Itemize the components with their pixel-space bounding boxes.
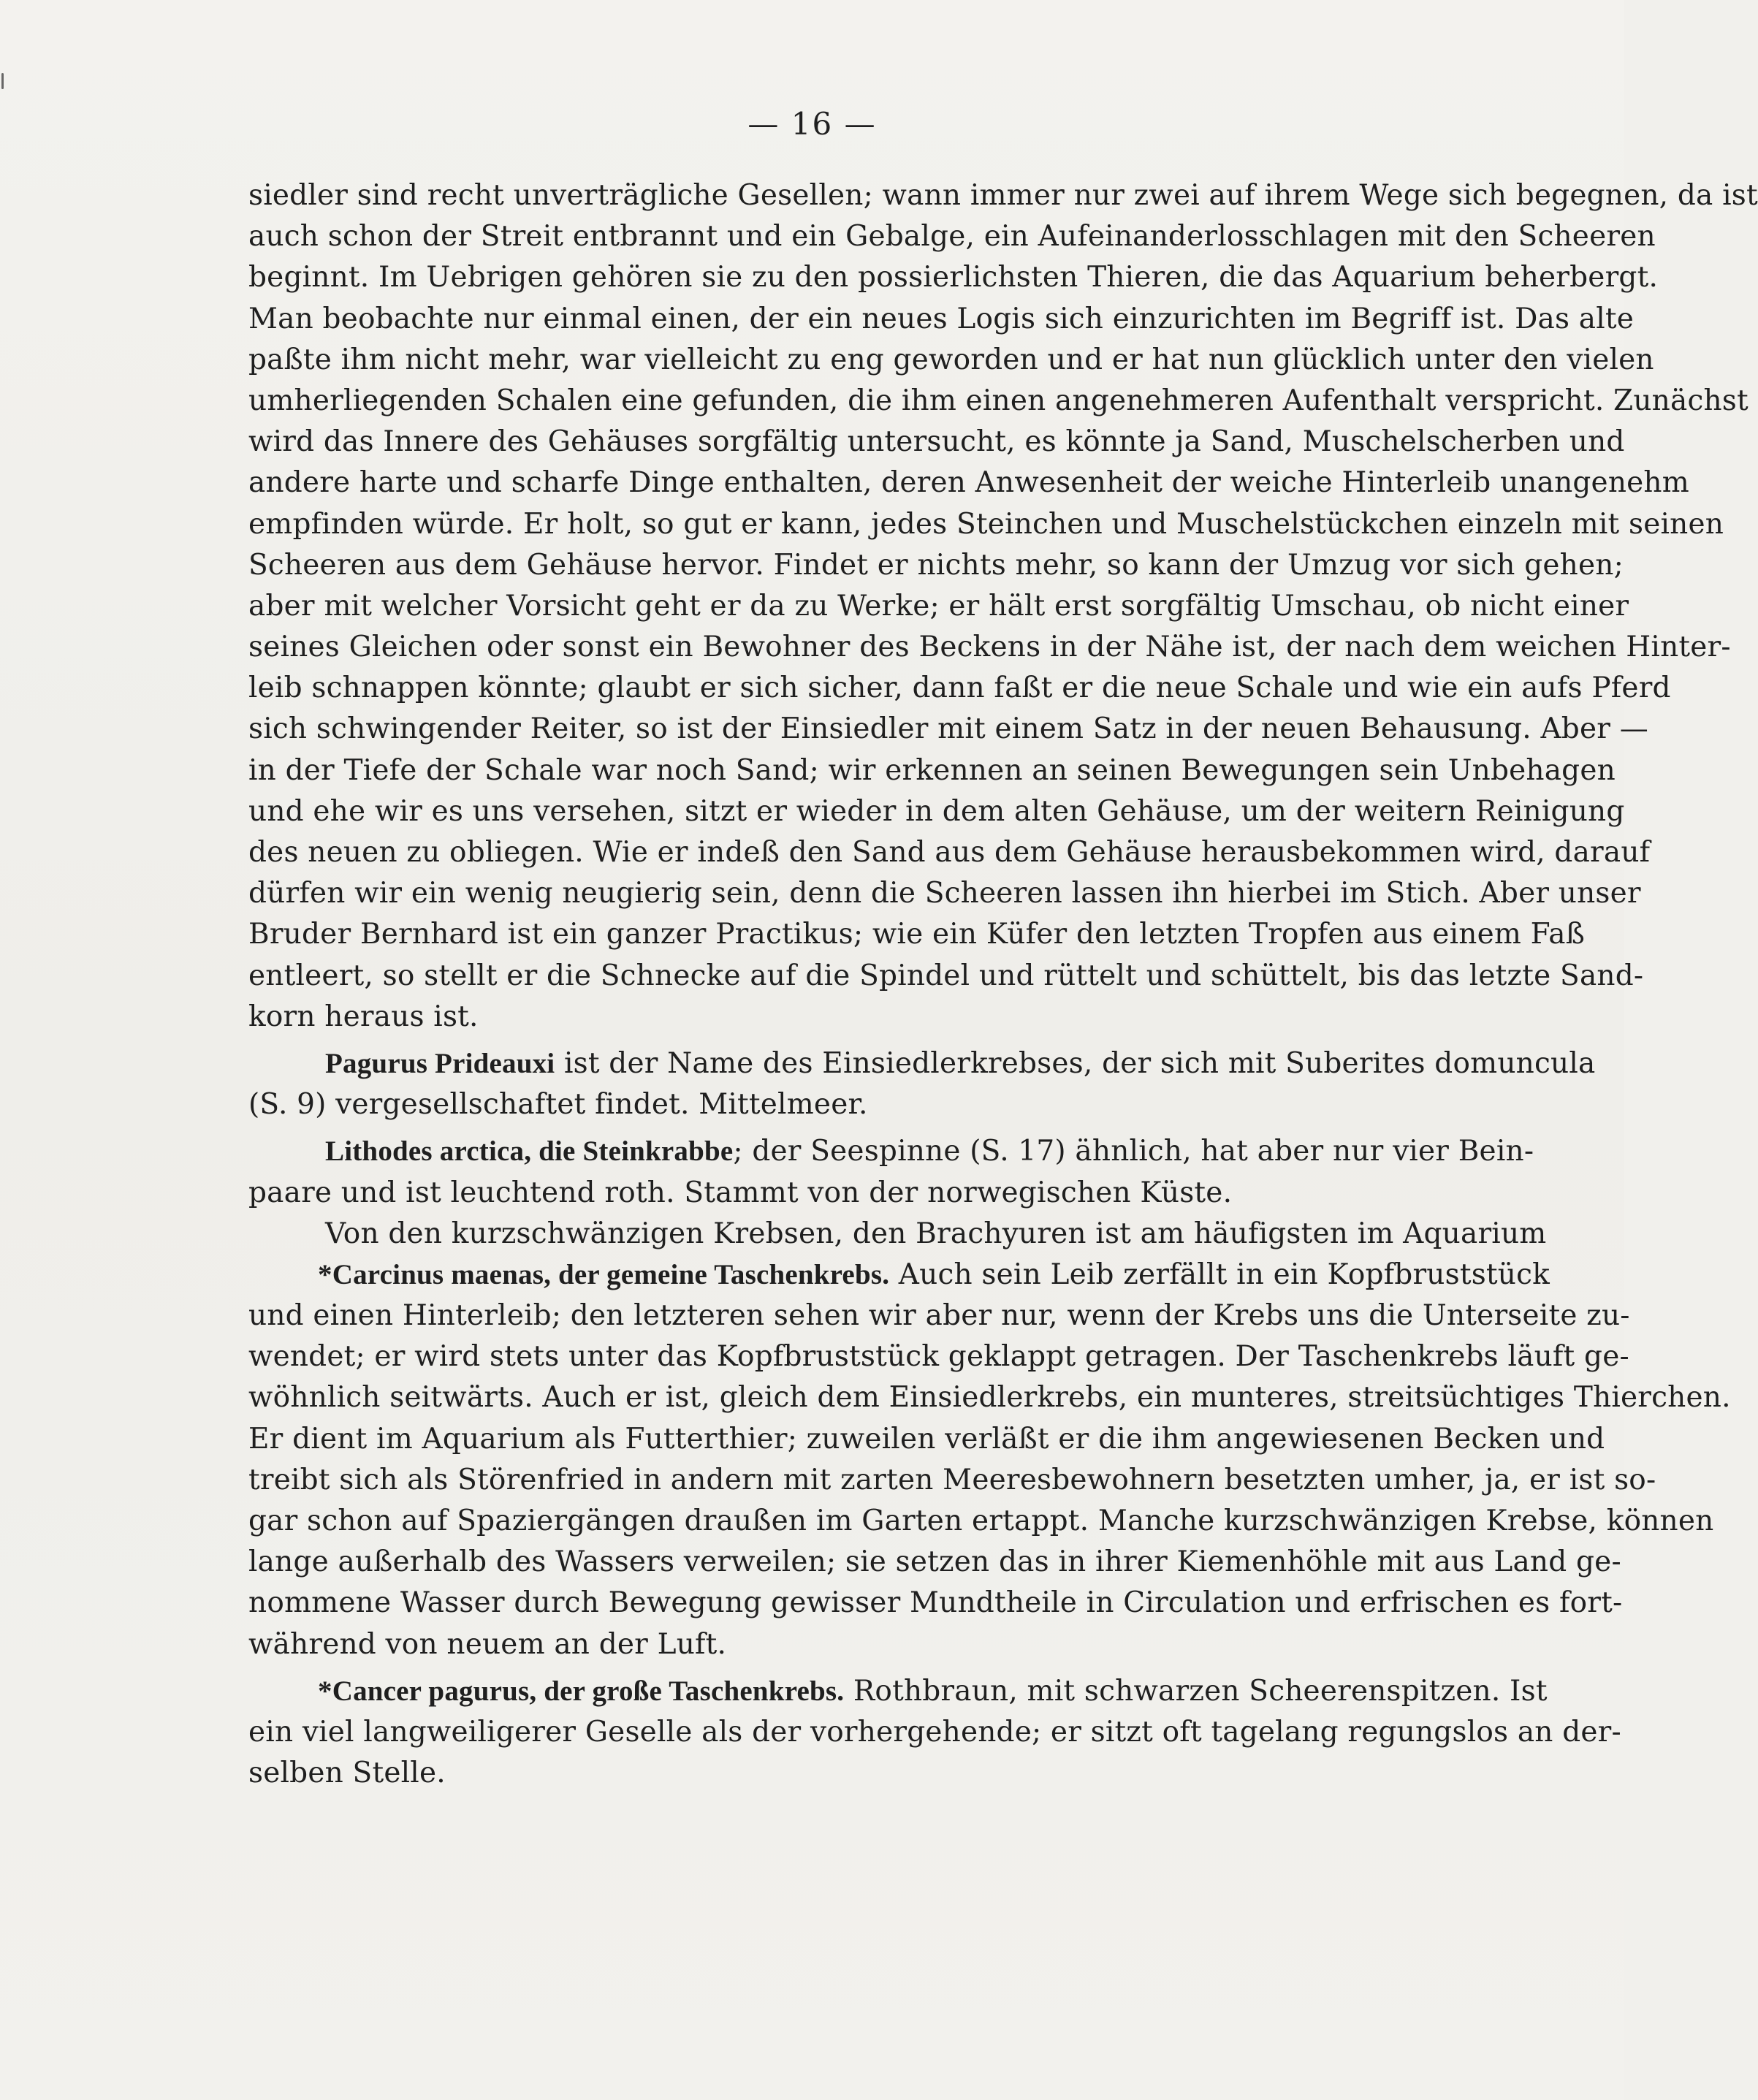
- species-name: *Carcinus maenas, der gemeine Taschenkrebs.: [318, 1258, 890, 1290]
- text-line: paßte ihm nicht mehr, war vielleicht zu eng geworden und er hat nun glücklich unter den vielen: [248, 343, 1654, 376]
- text-line: [248, 1255, 1550, 1296]
- text-line: [248, 1131, 1534, 1172]
- text-line: gar schon auf Spaziergängen draußen im Garten ertappt. Manche kurzschwänzigen Krebse, können: [248, 1504, 1714, 1537]
- species-name: Lithodes arctica, die Steinkrabbe: [325, 1135, 734, 1168]
- species-name: Pagurus Prideauxi: [325, 1047, 555, 1079]
- text-line: dürfen wir ein wenig neugierig sein, denn die Scheeren lassen ihn hierbei im Stich. Aber unser: [248, 877, 1641, 910]
- text-run: Rothbraun, mit schwarzen Scheerenspitzen. Ist: [844, 1674, 1548, 1708]
- page-number: — 16 —: [747, 106, 877, 142]
- paragraph-pagurus-prideauxi: [248, 1043, 1596, 1125]
- paragraph-lithodes-arctica: [248, 1131, 1534, 1213]
- text-line: wendet; er wird stets unter das Kopfbruststück geklappt getragen. Der Taschenkrebs läuft ge-: [248, 1340, 1629, 1374]
- text-line: Er dient im Aquarium als Futterthier; zuweilen verläßt er die ihm angewiesenen Becken und: [248, 1422, 1605, 1456]
- text-line: beginnt. Im Uebrigen gehören sie zu den possierlichsten Thieren, die das Aquarium beherbergt.: [248, 261, 1659, 294]
- text-line: wöhnlich seitwärts. Auch er ist, gleich dem Einsiedlerkrebs, ein munteres, streitsüchtiges Thierchen.: [248, 1381, 1731, 1415]
- text-line: und ehe wir es uns versehen, sitzt er wieder in dem alten Gehäuse, um der weitern Reinigung: [248, 794, 1625, 828]
- text-line: [248, 1671, 1548, 1712]
- text-line: andere harte und scharfe Dinge enthalten, deren Anwesenheit der weiche Hinterleib unangenehm: [248, 466, 1689, 500]
- text-line: in der Tiefe der Schale war noch Sand; wir erkennen an seinen Bewegungen sein Unbehagen: [248, 753, 1616, 787]
- paragraph-cancer-pagurus: [248, 1671, 1621, 1795]
- scan-edge-mark: [1, 73, 4, 89]
- text-line: Bruder Bernhard ist ein ganzer Practikus; wie ein Küfer den letzten Tropfen aus einem Faß: [248, 918, 1585, 951]
- text-line: Scheeren aus dem Gehäuse hervor. Findet er nichts mehr, so kann der Umzug vor sich gehen;: [248, 548, 1624, 582]
- paragraph-carcinus-maenas: [248, 1255, 1731, 1665]
- text-line: leib schnappen könnte; glaubt er sich sicher, dann faßt er die neue Schale und wie ein aufs Pferd: [248, 672, 1671, 705]
- text-line: treibt sich als Störenfried in andern mit zarten Meeresbewohnern besetzten umher, ja, er ist so-: [248, 1463, 1656, 1496]
- text-line: Von den kurzschwänzigen Krebsen, den Brachyuren ist am häufigsten im Aquarium: [325, 1217, 1547, 1250]
- text-line: Man beobachte nur einmal einen, der ein neues Logis sich einzurichten im Begriff ist. Das alte: [248, 302, 1635, 335]
- text-line: des neuen zu obliegen. Wie er indeß den Sand aus dem Gehäuse herausbekommen wird, darauf: [248, 836, 1651, 869]
- body-text: [248, 175, 1758, 1794]
- text-run: ; der Seespinne (S. 17) ähnlich, hat aber nur vier Bein-: [733, 1135, 1534, 1168]
- text-run: ist der Name des Einsiedlerkrebses, der sich mit Suberites domuncula: [555, 1046, 1596, 1080]
- text-line: aber mit welcher Vorsicht geht er da zu Werke; er hält erst sorgfältig Umschau, ob nicht einer: [248, 589, 1629, 623]
- paragraph-hermit-crab: [248, 175, 1758, 1038]
- text-line: entleert, so stellt er die Schnecke auf die Spindel und rüttelt und schüttelt, bis das letzte Sand-: [248, 959, 1644, 992]
- text-line: ein viel langweiligerer Geselle als der vorhergehende; er sitzt oft tagelang regungslos an der-: [248, 1715, 1621, 1749]
- text-line: während von neuem an der Luft.: [248, 1627, 727, 1661]
- text-line: und einen Hinterleib; den letzteren sehen wir aber nur, wenn der Krebs uns die Unterseite zu-: [248, 1299, 1630, 1333]
- text-run: Auch sein Leib zerfällt in ein Kopfbruststück: [889, 1258, 1550, 1291]
- text-line: (S. 9) vergesellschaftet findet. Mittelmeer.: [248, 1088, 868, 1122]
- text-line: korn heraus ist.: [248, 1000, 479, 1033]
- text-line: selben Stelle.: [248, 1757, 446, 1790]
- text-line: auch schon der Streit entbrannt und ein Gebalge, ein Aufeinanderlosschlagen mit den Scheeren: [248, 220, 1656, 254]
- text-line: siedler sind recht unverträgliche Gesellen; wann immer nur zwei auf ihrem Wege sich begegnen, da ist: [248, 179, 1758, 212]
- text-line: seines Gleichen oder sonst ein Bewohner des Beckens in der Nähe ist, der nach dem weichen Hinter-: [248, 631, 1731, 664]
- text-line: lange außerhalb des Wassers verweilen; sie setzen das in ihrer Kiemenhöhle mit aus Land ge-: [248, 1545, 1621, 1579]
- species-name: *Cancer pagurus, der große Taschenkrebs.: [318, 1675, 845, 1707]
- text-line: nommene Wasser durch Bewegung gewisser Mundtheile in Circulation und erfrischen es fort-: [248, 1586, 1623, 1620]
- text-line: paare und ist leuchtend roth. Stammt von der norwegischen Küste.: [248, 1176, 1233, 1209]
- text-line: wird das Innere des Gehäuses sorgfältig untersucht, es könnte ja Sand, Muschelscherben und: [248, 425, 1625, 459]
- text-line: umherliegenden Schalen eine gefunden, die ihm einen angenehmeren Aufenthalt verspricht. Zunächst: [248, 384, 1749, 417]
- text-line: empfinden würde. Er holt, so gut er kann, jedes Steinchen und Muschelstückchen einzeln mit seinen: [248, 507, 1724, 541]
- text-line: sich schwingender Reiter, so ist der Einsiedler mit einem Satz in der neuen Behausung. Aber —: [248, 712, 1648, 746]
- text-line: [248, 1043, 1596, 1084]
- paragraph-brachyuren: [248, 1214, 1547, 1255]
